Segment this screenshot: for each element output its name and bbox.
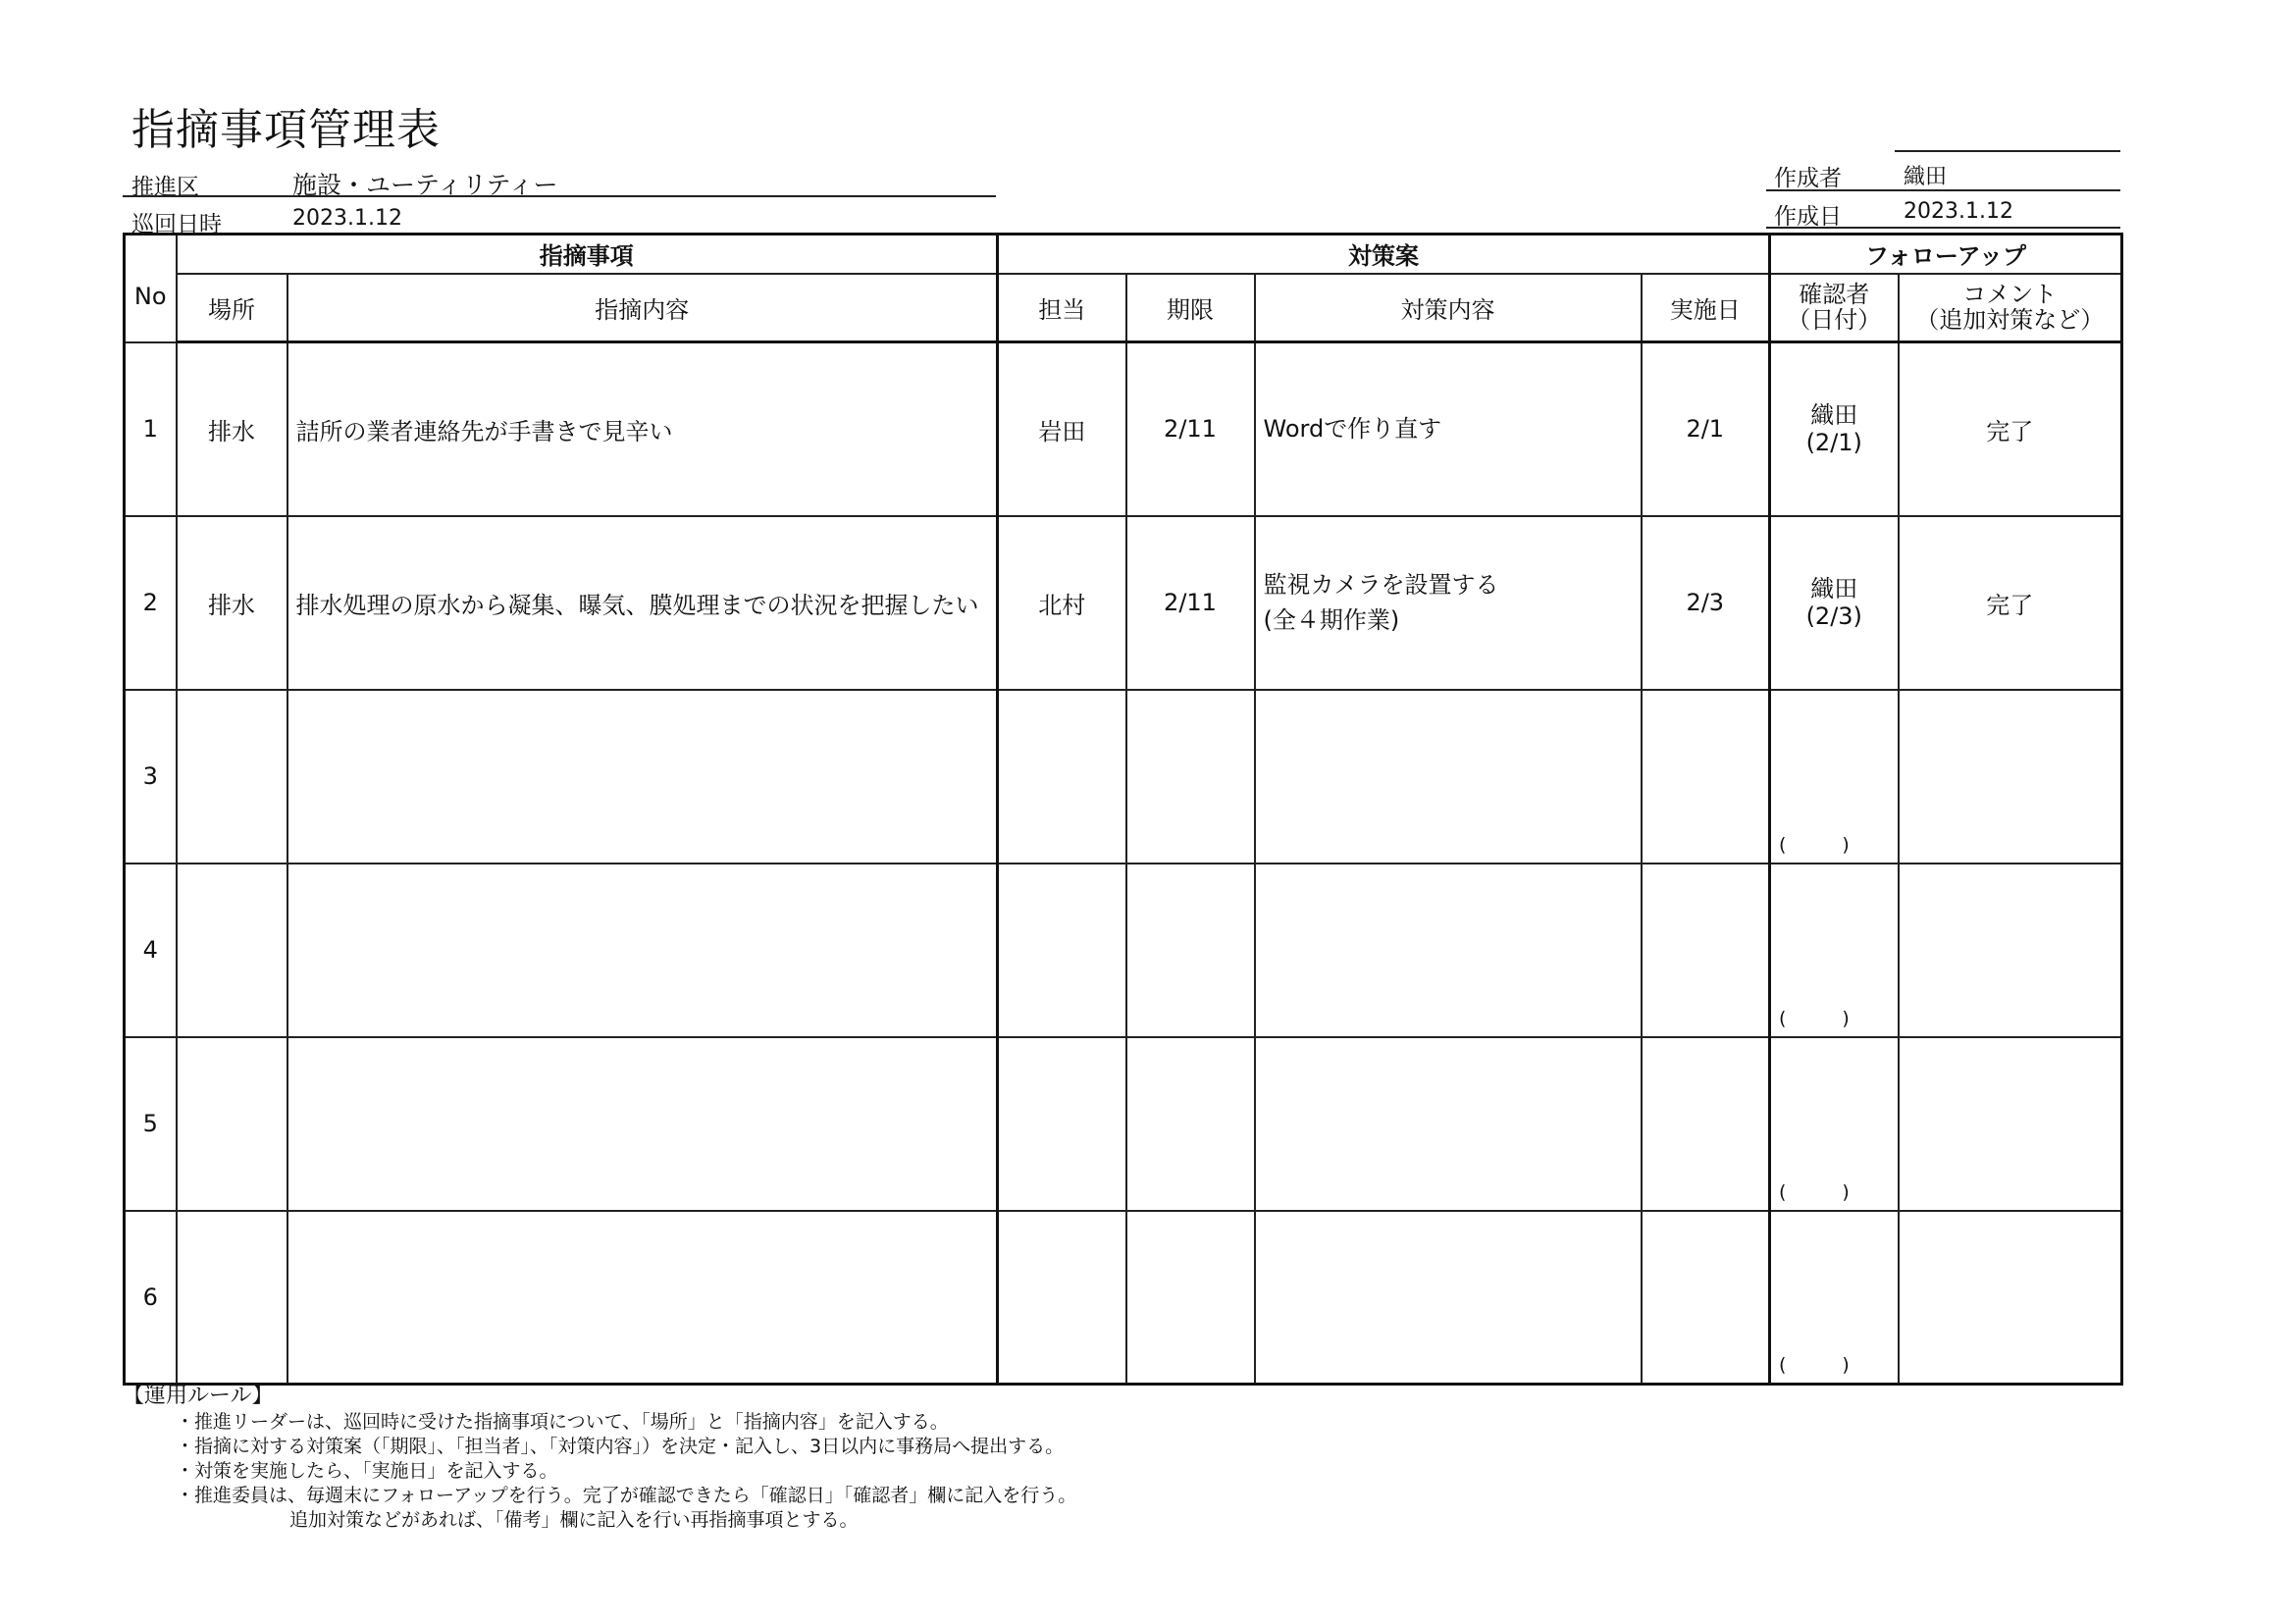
row-done xyxy=(1642,864,1770,1037)
table-row xyxy=(125,342,2122,516)
page-title: 指摘事項管理表 xyxy=(131,105,441,155)
header-group-follow: フォローアップ xyxy=(1770,235,2122,274)
area-value: 施設・ユーティリティー xyxy=(292,171,558,199)
row-confirm-date: (2/3) xyxy=(1805,602,1862,630)
table-row xyxy=(125,864,2122,1037)
row-measure-line1: 監視カメラを設置する xyxy=(1263,571,1499,599)
header-comment xyxy=(1899,274,2122,342)
row-confirm-date: (2/1) xyxy=(1805,429,1862,457)
header-done-date: 実施日 xyxy=(1642,274,1770,342)
row-done xyxy=(1642,1211,1770,1385)
row-no: 2 xyxy=(125,516,177,690)
row-confirm xyxy=(1770,864,1899,1037)
rules-heading: 【運用ルール】 xyxy=(123,1384,274,1408)
author-topline xyxy=(1895,150,2120,152)
row-measure xyxy=(1255,1211,1642,1385)
row-confirm-name: 織田 xyxy=(1810,401,1858,430)
row-comment: 完了 xyxy=(1899,342,2122,516)
row-deadline xyxy=(1126,1037,1255,1211)
header-content: 指摘内容 xyxy=(287,274,998,342)
row-place: 排水 xyxy=(177,342,287,516)
rule-item: ・指摘に対する対策案（「期限」、「担当者」、「対策内容」）を決定・記入し、3日以内に事務局へ提出する。 xyxy=(176,1436,1065,1457)
header-comment-line1: コメント xyxy=(1962,281,2058,309)
row-measure xyxy=(1255,516,1642,690)
confirm-date-placeholder: ( ) xyxy=(1779,833,1850,856)
header-place: 場所 xyxy=(177,274,287,342)
header-confirm xyxy=(1770,274,1899,342)
row-content xyxy=(287,1037,998,1211)
row-comment xyxy=(1899,1211,2122,1385)
row-no: 5 xyxy=(125,1037,177,1211)
row-comment: 完了 xyxy=(1899,516,2122,690)
rule-item: ・推進委員は、毎週末にフォローアップを行う。完了が確認できたら「確認日」「確認者」欄に記入を行う。 xyxy=(176,1485,1077,1506)
row-deadline xyxy=(1126,1211,1255,1385)
row-measure xyxy=(1255,1037,1642,1211)
row-comment xyxy=(1899,864,2122,1037)
row-confirm-name: 織田 xyxy=(1810,575,1858,602)
author-value: 織田 xyxy=(1904,165,1948,189)
author-underline xyxy=(1766,189,2120,191)
header-comment-line2: （追加対策など） xyxy=(1915,306,2105,335)
row-owner xyxy=(998,1037,1126,1211)
row-deadline: 2/11 xyxy=(1126,342,1255,516)
row-no: 4 xyxy=(125,864,177,1037)
row-content xyxy=(287,1211,998,1385)
row-place xyxy=(177,1211,287,1385)
row-measure xyxy=(1255,342,1642,516)
row-done xyxy=(1642,1037,1770,1211)
table-row xyxy=(125,1037,2122,1211)
table-row xyxy=(125,516,2122,690)
row-done xyxy=(1642,690,1770,864)
row-measure-line1: Wordで作り直す xyxy=(1263,415,1442,444)
header-group-issue: 指摘事項 xyxy=(177,235,998,274)
row-content xyxy=(287,690,998,864)
row-place: 排水 xyxy=(177,516,287,690)
row-confirm xyxy=(1770,1037,1899,1211)
created-label: 作成日 xyxy=(1774,204,1842,230)
row-no: 3 xyxy=(125,690,177,864)
row-measure xyxy=(1255,690,1642,864)
row-owner: 北村 xyxy=(998,516,1126,690)
table-row xyxy=(125,690,2122,864)
row-place xyxy=(177,864,287,1037)
row-deadline xyxy=(1126,690,1255,864)
row-place xyxy=(177,1037,287,1211)
header-measure: 対策内容 xyxy=(1255,274,1642,342)
row-done: 2/3 xyxy=(1642,516,1770,690)
date-label: 巡回日時 xyxy=(131,212,222,237)
row-done: 2/1 xyxy=(1642,342,1770,516)
rule-continuation: 追加対策などがあれば、「備考」欄に記入を行い再指摘事項とする。 xyxy=(289,1509,859,1531)
author-label: 作成者 xyxy=(1774,166,1842,191)
row-confirm xyxy=(1770,516,1899,690)
confirm-date-placeholder: ( ) xyxy=(1779,1007,1850,1029)
header-group-measure: 対策案 xyxy=(998,235,1770,274)
row-content: 排水処理の原水から凝集、曝気、膜処理までの状況を把握したい xyxy=(287,516,998,690)
rule-item: ・推進リーダーは、巡回時に受けた指摘事項について、「場所」と「指摘内容」を記入する。 xyxy=(176,1411,949,1433)
row-deadline xyxy=(1126,864,1255,1037)
rule-item: ・対策を実施したら、「実施日」を記入する。 xyxy=(176,1460,558,1482)
row-content xyxy=(287,864,998,1037)
row-owner: 岩田 xyxy=(998,342,1126,516)
confirm-date-placeholder: ( ) xyxy=(1779,1354,1850,1376)
area-underline xyxy=(123,195,996,197)
row-comment xyxy=(1899,1037,2122,1211)
table-row xyxy=(125,1211,2122,1385)
operating-rules xyxy=(123,1384,1076,1533)
header-no: No xyxy=(125,235,177,342)
area-label: 推進区 xyxy=(131,175,199,200)
row-owner xyxy=(998,864,1126,1037)
confirm-date-placeholder: ( ) xyxy=(1779,1180,1850,1203)
row-no: 6 xyxy=(125,1211,177,1385)
row-owner xyxy=(998,690,1126,864)
created-value: 2023.1.12 xyxy=(1904,199,2013,224)
created-underline xyxy=(1766,227,2120,229)
header-confirm-line2: （日付） xyxy=(1787,306,1882,335)
row-confirm xyxy=(1770,1211,1899,1385)
row-confirm xyxy=(1770,690,1899,864)
row-deadline: 2/11 xyxy=(1126,516,1255,690)
row-measure xyxy=(1255,864,1642,1037)
date-value: 2023.1.12 xyxy=(292,206,402,231)
row-no: 1 xyxy=(125,342,177,516)
row-confirm xyxy=(1770,342,1899,516)
header-owner: 担当 xyxy=(998,274,1126,342)
row-content: 詰所の業者連絡先が手書きで見辛い xyxy=(287,342,998,516)
row-comment xyxy=(1899,690,2122,864)
row-owner xyxy=(998,1211,1126,1385)
header-deadline: 期限 xyxy=(1126,274,1255,342)
issue-table xyxy=(123,233,2123,1386)
row-measure-line2: (全４期作業) xyxy=(1263,606,1400,634)
header-confirm-line1: 確認者 xyxy=(1799,281,1870,309)
row-place xyxy=(177,690,287,864)
